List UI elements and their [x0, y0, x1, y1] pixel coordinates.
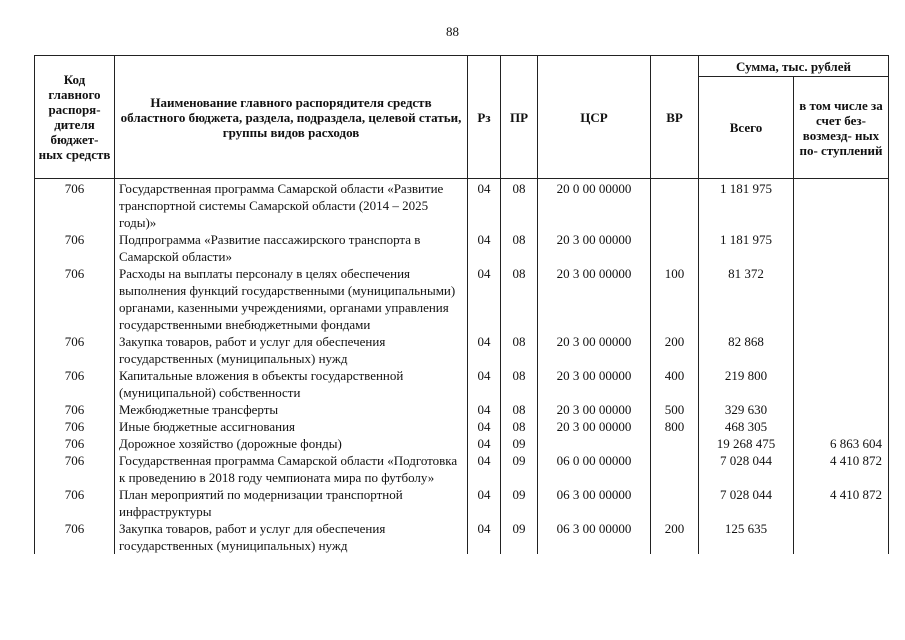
cell-csr: 20 3 00 00000 — [538, 231, 651, 265]
header-csr: ЦСР — [538, 56, 651, 179]
cell-vr: 500 — [651, 401, 699, 418]
cell-code: 706 — [35, 452, 115, 486]
cell-total: 219 800 — [699, 367, 794, 401]
cell-vr — [651, 231, 699, 265]
cell-free: 4 410 872 — [794, 486, 889, 520]
cell-name: Межбюджетные трансферты — [115, 401, 468, 418]
cell-rz: 04 — [468, 486, 501, 520]
table-row — [35, 418, 889, 435]
table-row — [35, 265, 889, 333]
table-row — [35, 486, 889, 520]
cell-pr: 09 — [501, 452, 538, 486]
cell-rz: 04 — [468, 367, 501, 401]
cell-code: 706 — [35, 265, 115, 333]
cell-total: 1 181 975 — [699, 179, 794, 232]
cell-code: 706 — [35, 367, 115, 401]
cell-rz: 04 — [468, 179, 501, 232]
header-code: Код главного распоря- дителя бюджет- ных средств — [35, 56, 115, 179]
header-free: в том числе за счет без- возмезд- ных по- ступлений — [794, 77, 889, 179]
cell-name: Государственная программа Самарской области «Подготовка к проведению в 2018 году чемпионата мира по футболу» — [115, 452, 468, 486]
cell-name: Государственная программа Самарской области «Развитие транспортной системы Самарской области (2014 – 2025 годы)» — [115, 179, 468, 232]
page-number: 88 — [446, 24, 459, 39]
cell-free — [794, 520, 889, 554]
cell-name: Подпрограмма «Развитие пассажирского транспорта в Самарской области» — [115, 231, 468, 265]
cell-free: 4 410 872 — [794, 452, 889, 486]
cell-total: 329 630 — [699, 401, 794, 418]
cell-vr: 200 — [651, 333, 699, 367]
cell-code: 706 — [35, 333, 115, 367]
cell-code: 706 — [35, 418, 115, 435]
cell-pr: 08 — [501, 401, 538, 418]
table-header — [35, 56, 889, 179]
cell-total: 19 268 475 — [699, 435, 794, 452]
cell-pr: 09 — [501, 486, 538, 520]
cell-vr — [651, 435, 699, 452]
cell-pr: 08 — [501, 179, 538, 232]
cell-vr: 800 — [651, 418, 699, 435]
cell-total: 82 868 — [699, 333, 794, 367]
cell-free — [794, 333, 889, 367]
cell-rz: 04 — [468, 333, 501, 367]
header-pr: ПР — [501, 56, 538, 179]
cell-total: 7 028 044 — [699, 486, 794, 520]
cell-code: 706 — [35, 486, 115, 520]
header-sum: Сумма, тыс. рублей — [699, 56, 889, 77]
cell-vr: 100 — [651, 265, 699, 333]
cell-free — [794, 367, 889, 401]
cell-code: 706 — [35, 520, 115, 554]
cell-rz: 04 — [468, 231, 501, 265]
cell-pr: 09 — [501, 435, 538, 452]
table-row — [35, 401, 889, 418]
cell-pr: 08 — [501, 231, 538, 265]
cell-rz: 04 — [468, 401, 501, 418]
cell-vr — [651, 486, 699, 520]
table-row — [35, 179, 889, 232]
header-rz: Рз — [468, 56, 501, 179]
cell-csr: 20 3 00 00000 — [538, 333, 651, 367]
cell-code: 706 — [35, 231, 115, 265]
cell-name: Закупка товаров, работ и услуг для обеспечения государственных (муниципальных) нужд — [115, 333, 468, 367]
cell-csr: 20 3 00 00000 — [538, 367, 651, 401]
cell-csr: 20 3 00 00000 — [538, 265, 651, 333]
cell-free — [794, 231, 889, 265]
header-total: Всего — [699, 77, 794, 179]
cell-vr: 400 — [651, 367, 699, 401]
cell-total: 7 028 044 — [699, 452, 794, 486]
cell-free — [794, 179, 889, 232]
table-row — [35, 367, 889, 401]
cell-csr: 20 3 00 00000 — [538, 401, 651, 418]
cell-free: 6 863 604 — [794, 435, 889, 452]
cell-csr: 20 0 00 00000 — [538, 179, 651, 232]
budget-table — [34, 55, 889, 554]
cell-free — [794, 265, 889, 333]
cell-pr: 08 — [501, 418, 538, 435]
cell-pr: 08 — [501, 333, 538, 367]
cell-code: 706 — [35, 179, 115, 232]
header-name: Наименование главного распорядителя средств областного бюджета, раздела, подраздела, целевой статьи, группы видов расходов — [115, 56, 468, 179]
cell-rz: 04 — [468, 520, 501, 554]
cell-total: 125 635 — [699, 520, 794, 554]
table-row — [35, 452, 889, 486]
cell-csr: 06 0 00 00000 — [538, 452, 651, 486]
cell-total: 1 181 975 — [699, 231, 794, 265]
cell-pr: 08 — [501, 367, 538, 401]
cell-rz: 04 — [468, 435, 501, 452]
cell-name: Иные бюджетные ассигнования — [115, 418, 468, 435]
cell-csr: 06 3 00 00000 — [538, 520, 651, 554]
table-row — [35, 435, 889, 452]
cell-name: Капитальные вложения в объекты государственной (муниципальной) собственности — [115, 367, 468, 401]
table-row — [35, 520, 889, 554]
cell-name: План мероприятий по модернизации транспортной инфраструктуры — [115, 486, 468, 520]
cell-code: 706 — [35, 435, 115, 452]
cell-free — [794, 418, 889, 435]
cell-vr: 200 — [651, 520, 699, 554]
header-vr: ВР — [651, 56, 699, 179]
cell-rz: 04 — [468, 452, 501, 486]
table-row — [35, 333, 889, 367]
cell-name: Расходы на выплаты персоналу в целях обеспечения выполнения функций государственными (муниципальными) органами, казенными учреждениями, органами управления государственными внебюджетными фондами — [115, 265, 468, 333]
cell-code: 706 — [35, 401, 115, 418]
cell-total: 81 372 — [699, 265, 794, 333]
cell-csr: 06 3 00 00000 — [538, 486, 651, 520]
table-row — [35, 231, 889, 265]
cell-csr: 20 3 00 00000 — [538, 418, 651, 435]
cell-pr: 09 — [501, 520, 538, 554]
cell-free — [794, 401, 889, 418]
cell-vr — [651, 179, 699, 232]
cell-name: Закупка товаров, работ и услуг для обеспечения государственных (муниципальных) нужд — [115, 520, 468, 554]
cell-pr: 08 — [501, 265, 538, 333]
cell-rz: 04 — [468, 265, 501, 333]
cell-rz: 04 — [468, 418, 501, 435]
table-body — [35, 179, 889, 555]
cell-total: 468 305 — [699, 418, 794, 435]
cell-name: Дорожное хозяйство (дорожные фонды) — [115, 435, 468, 452]
cell-vr — [651, 452, 699, 486]
cell-csr — [538, 435, 651, 452]
